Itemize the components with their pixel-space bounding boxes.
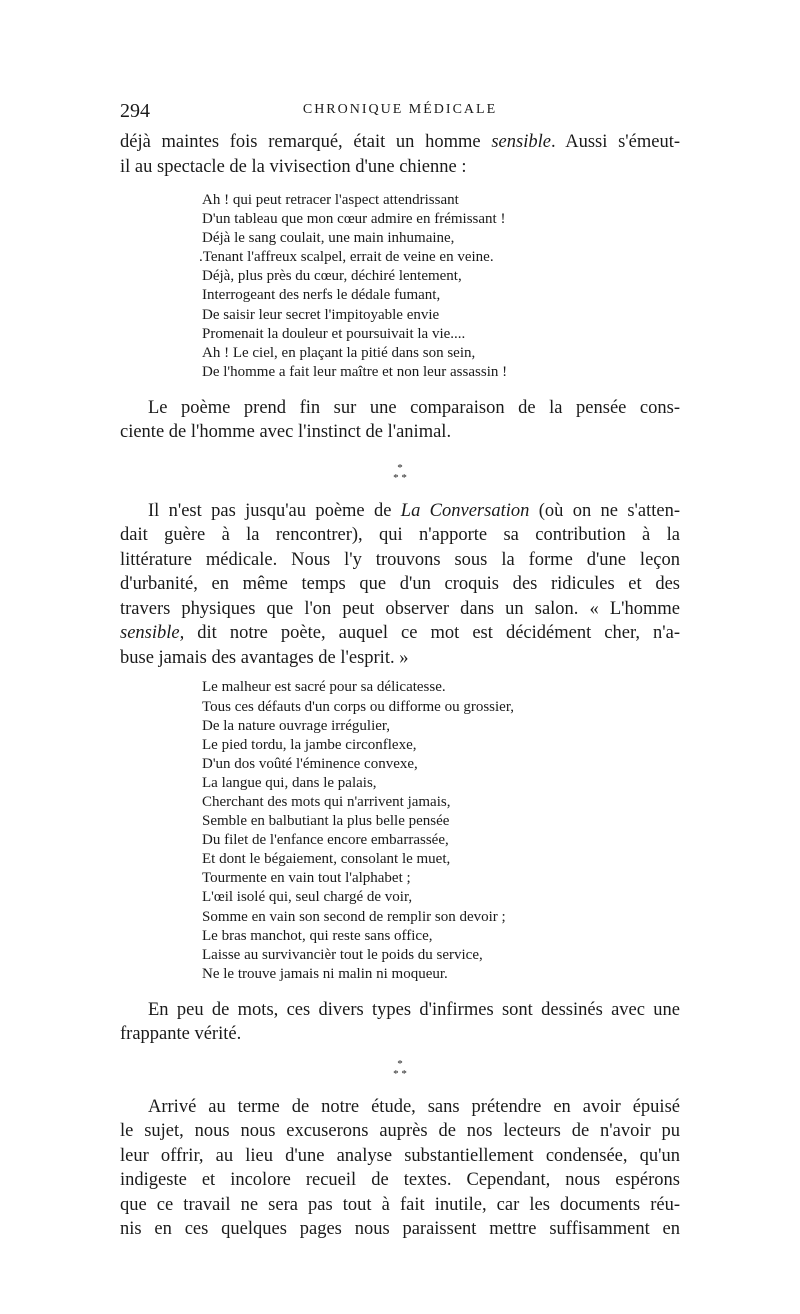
paragraph-infirmes [120, 998, 680, 1047]
text-line: le sujet, nous nous excuserons auprès de nos lecteurs de n'avoir pu [120, 1121, 680, 1142]
verse-line: Tourmente en vain tout l'alphabet ; [202, 870, 411, 887]
section-separator [120, 463, 680, 483]
text-line: dait guère à la rencontrer), qui n'apporte sa contribution à la [120, 525, 680, 546]
verse-line: Semble en balbutiant la plus belle pensée [202, 813, 450, 830]
text-line: Le poème prend fin sur une comparaison de la pensée cons- [148, 397, 680, 418]
text-line: que ce travail ne sera pas tout à fait inutile, car les documents réu- [120, 1194, 680, 1215]
verse-line: De l'homme a fait leur maître et non leur assassin ! [202, 363, 508, 380]
text-line: leur offrir, au lieu d'une analyse substantiellement condensée, qu'un [120, 1145, 680, 1166]
book-page [120, 100, 680, 1242]
verse-line: L'œil isolé qui, seul chargé de voir, [202, 889, 413, 906]
text-segment: Il n'est pas jusqu'au poème de [148, 500, 401, 521]
verse-line: De la nature ouvrage irrégulier, [202, 717, 391, 734]
text-line: déjà maintes fois remarqué, était un homme sensible. Aussi s'émeut- [120, 132, 680, 152]
verse-conversation [202, 678, 680, 984]
verse-line: Le malheur est sacré pour sa délicatesse. [202, 679, 446, 696]
verse-vivisection [199, 191, 680, 382]
italic-word: sensible [491, 132, 551, 152]
verse-line: Tous ces défauts d'un corps ou difforme ou grossier, [202, 698, 514, 715]
verse-line: Déjà, plus près du cœur, déchiré lentement, [202, 268, 462, 285]
separator-stars-bottom: * * [393, 1067, 407, 1080]
page-header [120, 100, 680, 122]
paragraph-intro [120, 130, 680, 179]
verse-line: .Tenant l'affreux scalpel, errait de veine en veine. [199, 249, 494, 266]
verse-line: Laisse au survivancièr tout le poids du service, [202, 946, 483, 963]
verse-line: De saisir leur secret l'impitoyable envie [202, 306, 440, 323]
text-line: il au spectacle de la vivisection d'une chienne : [120, 156, 467, 177]
paragraph-conclusion-poem [120, 396, 680, 445]
separator-star-top: * [397, 461, 403, 474]
verse-line: D'un tableau que mon cœur admire en frémissant ! [202, 211, 506, 228]
text-line: En peu de mots, ces divers types d'infirmes sont dessinés avec une [148, 999, 680, 1020]
text-line: Arrivé au terme de notre étude, sans prétendre en avoir épuisé [148, 1096, 680, 1117]
verse-line: Cherchant des mots qui n'arrivent jamais, [202, 794, 451, 810]
text-line [120, 499, 680, 524]
text-segment: (où on ne s'atten- [529, 500, 680, 521]
text-line: nis en ces quelques pages nous paraissent mettre suffisamment en [120, 1219, 680, 1240]
text-line: frappante vérité. [120, 1024, 242, 1045]
verse-line: Déjà le sang coulait, une main inhumaine, [202, 230, 455, 247]
section-separator [120, 1059, 680, 1079]
verse-line: Interrogeant des nerfs le dédale fumant, [202, 287, 441, 304]
text-line [120, 621, 680, 646]
text-line: d'urbanité, en même temps que d'un croquis des ridicules et des [120, 574, 680, 595]
verse-line: La langue qui, dans le palais, [202, 774, 377, 791]
text-line: buse jamais des avantages de l'esprit. » [120, 647, 409, 668]
italic-title: La Conversation [400, 500, 530, 521]
separator-star-top: * [397, 1057, 403, 1070]
verse-line: Et dont le bégaiement, consolant le muet, [202, 851, 451, 868]
verse-line: Le pied tordu, la jambe circonflexe, [202, 736, 417, 753]
text-line: littérature médicale. Nous l'y trouvons sous la forme d'une leçon [120, 549, 680, 570]
verse-line: Le bras manchot, qui reste sans office, [202, 927, 433, 944]
text-line: indigeste et incolore recueil de textes. Cependant, nous espérons [120, 1170, 680, 1191]
verse-line: Du filet de l'enfance encore embarrassée, [202, 832, 449, 849]
italic-word: sensible, [120, 623, 185, 644]
separator-stars-bottom: * * [393, 471, 407, 484]
paragraph-conversation [120, 499, 680, 671]
verse-line: Ne le trouve jamais ni malin ni moqueur. [202, 965, 448, 982]
text-segment: dit notre poète, auquel ce mot est décidément cher, n'a- [184, 623, 680, 644]
text-line: travers physiques que l'on peut observer dans un salon. « L'homme [120, 598, 680, 619]
verse-line: Ah ! qui peut retracer l'aspect attendrissant [202, 192, 459, 208]
text-line: ciente de l'homme avec l'instinct de l'animal. [120, 422, 452, 443]
running-title: CHRONIQUE MÉDICALE [302, 102, 498, 117]
verse-line: Ah ! Le ciel, en plaçant la pitié dans son sein, [202, 344, 476, 361]
verse-line: Promenait la douleur et poursuivait la vie.... [202, 325, 466, 342]
paragraph-final [120, 1095, 680, 1242]
verse-line: Somme en vain son second de remplir son devoir ; [202, 908, 506, 925]
verse-line: D'un dos voûté l'éminence convexe, [202, 755, 418, 772]
page-number: 294 [120, 100, 150, 122]
